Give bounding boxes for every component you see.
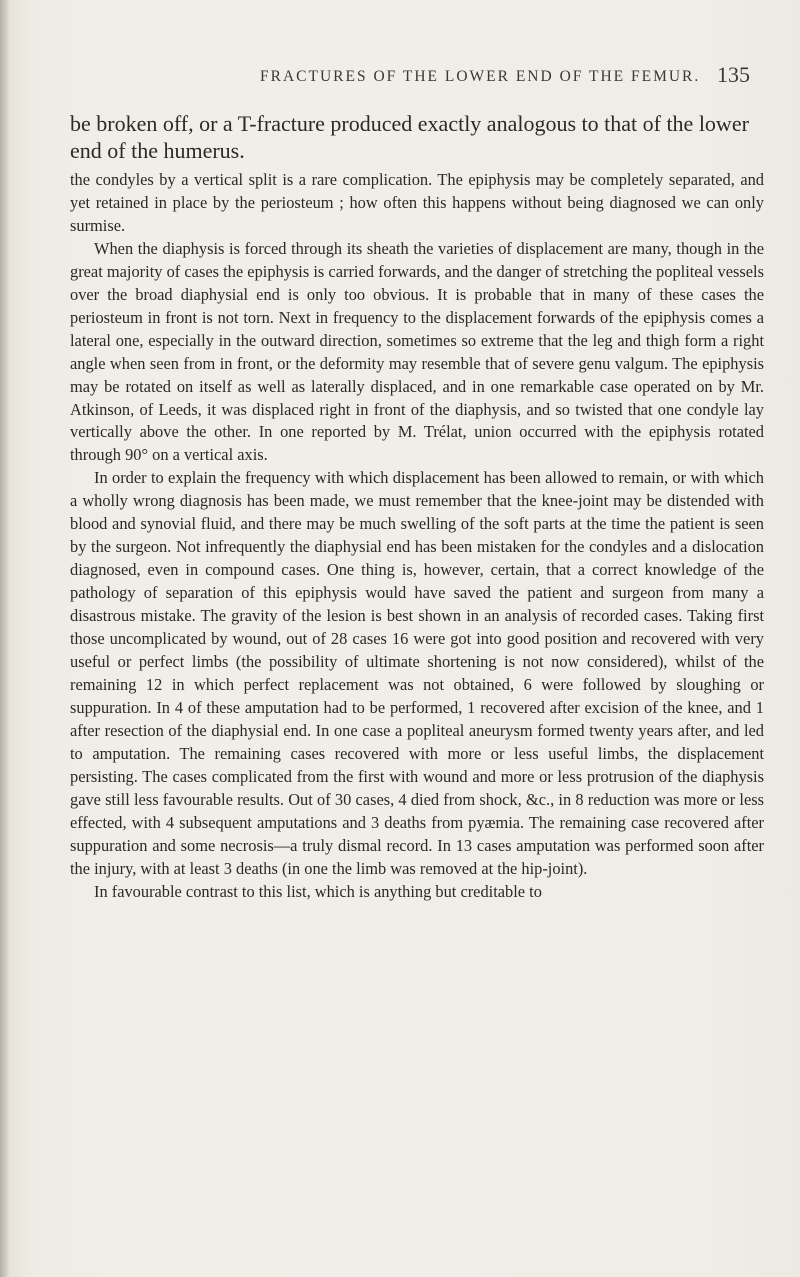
page-number: 135 — [717, 62, 750, 87]
paragraph-3: In order to explain the frequency with which displacement has been allowed to remain, or with which a wholly wrong diagnosis has been made, we must remember that the knee-joint may be distended with blood and synovial fluid, and there may be much swelling of the soft parts at the time the patient is seen by the surgeon. Not infrequently the diaphysial end has been mistaken for the condyles and a dislocation diagnosed, even in compound cases. One thing is, however, certain, that a correct knowledge of the pathology of separation of this epiphysis would have saved the patient and surgeon from many a disastrous mistake. The gravity of the lesion is best shown in an analysis of recorded cases. Taking first those uncomplicated by wound, out of 28 cases 16 were got into good position and recovered with very useful or perfect limbs (the possibility of ultimate shortening is not now considered), whilst of the remaining 12 in which perfect replacement was not obtained, 6 were followed by sloughing or suppuration. In 4 of these amputation had to be performed, 1 recovered after excision of the knee, and 1 after resection of the diaphysial end. In one case a popliteal aneurysm formed twenty years after, and led to amputation. The remaining cases recovered with more or less useful limbs, the displacement persisting. The cases complicated from the first with wound and more or less protrusion of the diaphysis gave still less favourable results. Out of 30 cases, 4 died from shock, &c., in 8 reduction was more or less effected, with 4 subsequent amputations and 3 deaths from pyæmia. The remaining case recovered after suppuration and some necrosis—a truly dismal record. In 13 cases amputation was performed soon after the injury, with at least 3 deaths (in one the limb was removed at the hip-joint). — [70, 468, 764, 878]
lead-paragraph: be broken off, or a T-fracture produced exactly analogous to that of the lower end of the humerus. — [70, 111, 749, 163]
paragraph-2: When the diaphysis is forced through its sheath the varieties of displacement are many, though in the great majority of cases the epiphysis is carried forwards, and the danger of stretching the popliteal vessels over the broad diaphysial end is only too obvious. It is probable that in many of these cases the periosteum in front is not torn. Next in frequency to the displacement forwards of the epiphysis comes a lateral one, especially in the outward direction, sometimes so extreme that the leg and thigh form a right angle when seen from in front, or the deformity may resemble that of severe genu valgum. The epiphysis may be rotated on itself as well as laterally displaced, and in one remarkable case operated on by Mr. Atkinson, of Leeds, it was displaced right in front of the diaphysis, and so twisted that one condyle lay vertically above the other. In one reported by M. Trélat, union occurred with the epiphysis rotated through 90° on a vertical axis. — [70, 238, 764, 465]
paragraph-4: In favourable contrast to this list, which is anything but creditable to — [94, 881, 542, 901]
paragraph-1: the condyles by a vertical split is a rare complication. The epiphysis may be completely separated, and yet retained in place by the periosteum ; how often this happens without being diagnosed we can only surmise. — [70, 170, 764, 235]
lead-text — [70, 110, 760, 164]
running-head: FRACTURES OF THE LOWER END OF THE FEMUR. — [260, 68, 701, 85]
body-text — [70, 169, 764, 904]
binding-shadow — [0, 0, 10, 1277]
